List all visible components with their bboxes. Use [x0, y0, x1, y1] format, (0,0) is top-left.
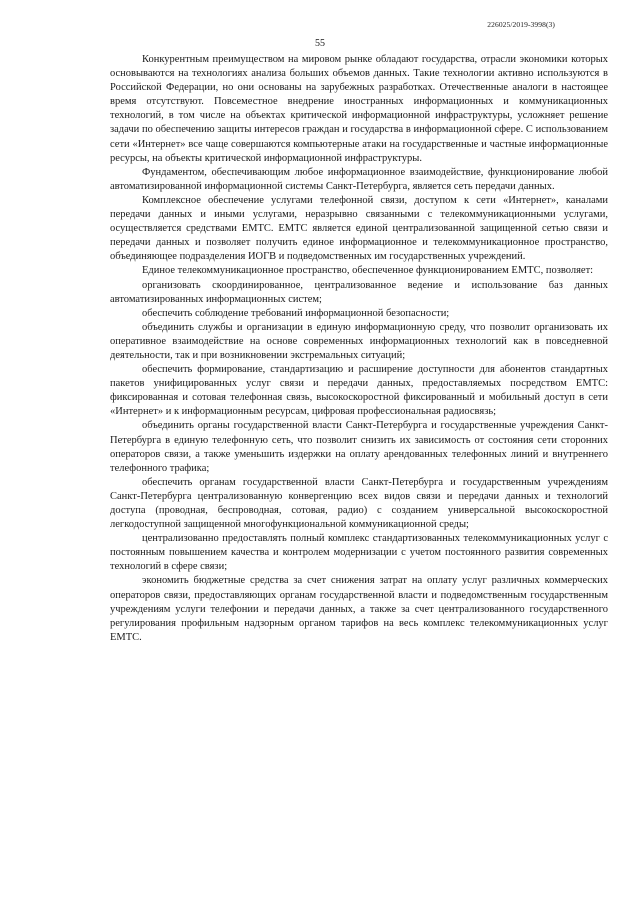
list-item-database-management: организовать скоординированное, централизованное ведение и использование баз данных автоматизированных информационных систем;: [110, 279, 608, 305]
list-item-centralized-services: централизованно предоставлять полный комплекс стандартизованных телекоммуникационных услуг с постоянным повышением качества и контролем модернизации с учетом постоянного развития современных технологий в сфере связи;: [110, 533, 608, 573]
paragraph-competitive-advantage: Конкурентным преимуществом на мировом рынке обладают государства, отрасли экономики которых основываются на технологиях анализа больших объемов данных. Такие технологии активно используются в Российской Федерации, но они основаны на зарубежных разработках. Отечественные аналоги в настоящее время отсутствуют. Повсеместное внедрение иностранных информационных и коммуникационных технологий, в том числе на объектах критической информационной инфраструктуры, усложняет решение задачи по обеспечению защиты интересов граждан и государства в информационной сфере. С использованием сети «Интернет» все чаще совершаются компьютерные атаки на государственные и частные информационные ресурсы, на объекты критической информационной инфраструктуры.: [110, 54, 608, 164]
list-item-service-standardization: обеспечить формирование, стандартизацию и расширение доступности для абонентов стандартных пакетов унифицированных услуг связи и передачи данных, предоставляемых посредством ЕМТС: фиксированная и сотовая телефонная связь, высокоскоростной фиксированный и мобильный доступ в сети «Интернет» и к информационным ресурсам, цифровая профессиональная радиосвязь;: [110, 364, 608, 418]
list-item-information-security: обеспечить соблюдение требований информационной безопасности;: [142, 307, 450, 319]
list-item-budget-savings: экономить бюджетные средства за счет снижения затрат на оплату услуг различных коммерческих операторов связи, предоставляющих органам государственной власти и подведомственным государственным учреждениям услуги телефонии и передачи данных, а также за счет централизованного государственного регулирования профильным надзорным органом тарифов на весь комплекс телекоммуникационных услуг ЕМТС.: [110, 575, 608, 643]
document-body: [110, 53, 608, 645]
paragraph-emts-allows-intro: Единое телекоммуникационное пространство, обеспеченное функционированием ЕМТС, позволяет:: [142, 265, 594, 277]
paragraph-data-network-foundation: Фундаментом, обеспечивающим любое информационное взаимодействие, функционирование любой автоматизированной информационной системы Санкт-Петербурга, является сеть передачи данных.: [110, 166, 608, 192]
list-item-convergence: обеспечить органам государственной власти Санкт-Петербурга и государственным учреждениям Санкт-Петербурга централизованную конвергенцию всех видов связи и передачи данных и технологий доступа (проводная, беспроводная, сотовая, радио) с созданием универсальной высокоскоростной легкодоступной защищенной многофункциональной коммуникационной среды;: [110, 476, 608, 531]
page-number: 55: [315, 38, 325, 49]
paragraph-emts-services: Комплексное обеспечение услугами телефонной связи, доступом к сети «Интернет», каналами передачи данных и иными услугами, неразрывно связанными с телекоммуникационными услугами, осуществляется средствами ЕМТС. ЕМТС является единой централизованной защищенной сетью связи и передачи данных и позволяет получить единое информационное и телекоммуникационное пространство, объединяющее подразделения ИОГВ и подведомственных им государственных учреждений.: [110, 194, 608, 263]
list-item-unified-information-environment: объединить службы и организации в единую информационную среду, что позволит организовать их оперативное взаимодействие на основе современных информационных технологий как в повседневной деятельности, так и при возникновении экстремальных ситуаций;: [110, 321, 608, 361]
list-item-unified-telephone-network: объединить органы государственной власти Санкт-Петербурга и государственные учреждения Санкт-Петербурга в единую телефонную сеть, что позволит снизить их зависимость от состояния сети сторонних операторов связи, а также уменьшить издержки на оплату арендованных телефонных линий и внутреннего телефонного трафика;: [110, 420, 608, 474]
document-registration-number: 226025/2019-3998(3): [487, 20, 555, 29]
